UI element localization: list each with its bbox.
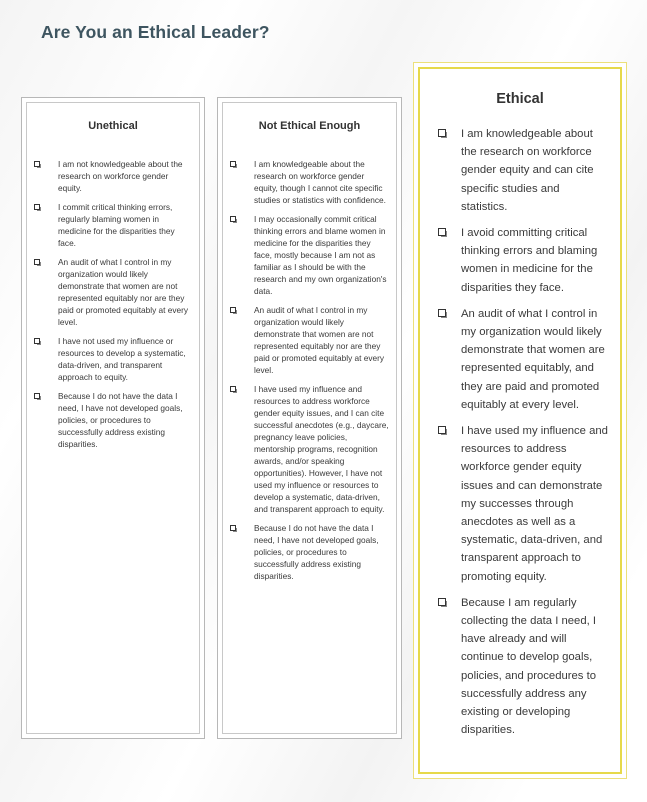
- checkbox-bullet-icon: [230, 307, 236, 313]
- list-item: [22, 335, 204, 383]
- list-item: [218, 158, 401, 206]
- list-item-text: I have not used my influence or resources to develop a systematic, data-driven, and transparent approach to equity.: [58, 336, 186, 382]
- list-item: [414, 422, 626, 586]
- item-list-unethical: [22, 158, 204, 450]
- list-item-text: Because I do not have the data I need, I have not developed goals, policies, or procedures to successfully address existing disparities.: [254, 523, 379, 581]
- list-item: [218, 304, 401, 376]
- column-ethical: [413, 62, 627, 779]
- checkbox-bullet-icon: [438, 598, 446, 606]
- checkbox-bullet-icon: [230, 386, 236, 392]
- list-item-text: I am not knowledgeable about the research on workforce gender equity.: [58, 159, 183, 193]
- list-item-text: I have used my influence and resources to address workforce gender equity issues, and I can cite successful anecdotes (e.g., daycare, pregnancy leave policies, mentorship programs, recognition awards, and/or speaking opportunities). However, I have not used my influence or resources to develop a systematic, data-driven, and transparent approach to equity.: [254, 384, 389, 514]
- list-item: [414, 594, 626, 740]
- list-item-text: I am knowledgeable about the research on workforce gender equity, though I cannot cite specific studies or statistics with confidence.: [254, 159, 386, 205]
- column-heading-not-ethical-enough: Not Ethical Enough: [258, 120, 361, 132]
- column-unethical: [21, 97, 205, 739]
- list-item: [218, 522, 401, 582]
- list-item-text: Because I am regularly collecting the data I need, I have already and will continue to develop goals, policies, and procedures to successfully address any existing or developing disparities.: [461, 596, 597, 737]
- checkbox-bullet-icon: [230, 216, 236, 222]
- list-item-text: I may occasionally commit critical thinking errors and blame women in medicine for the disparities they face, mostly because I am not as familiar as I should be with the research and my own organization's data.: [254, 214, 387, 296]
- list-item-text: I commit critical thinking errors, regularly blaming women in medicine for the disparities they face.: [58, 202, 175, 248]
- checkbox-bullet-icon: [438, 129, 446, 137]
- list-item: [218, 383, 401, 515]
- list-item-text: I avoid committing critical thinking errors and blaming women in medicine for the disparities they face.: [461, 227, 598, 294]
- list-item: [414, 224, 626, 297]
- checkbox-bullet-icon: [230, 161, 236, 167]
- list-item-text: I am knowledgeable about the research on workforce gender equity and can cite specific studies and statistics.: [461, 128, 594, 213]
- checkbox-bullet-icon: [438, 228, 446, 236]
- checkbox-bullet-icon: [438, 426, 446, 434]
- list-item-text: An audit of what I control in my organization would likely demonstrate that women are represented equitably, and they are paid and promoted equitably at every level.: [461, 307, 605, 411]
- list-item-text: An audit of what I control in my organization would likely demonstrate that women are not represented equitably nor are they paid or promoted equitably at every level.: [58, 257, 189, 327]
- checkbox-bullet-icon: [230, 525, 236, 531]
- list-item: [22, 256, 204, 328]
- list-item: [22, 201, 204, 249]
- list-item: [414, 125, 626, 216]
- checkbox-bullet-icon: [438, 309, 446, 317]
- checkbox-bullet-icon: [34, 259, 40, 265]
- checkbox-bullet-icon: [34, 204, 40, 210]
- list-item: [218, 213, 401, 297]
- list-item-text: I have used my influence and resources to address workforce gender equity issues and can demonstrate my successes through anecdotes as well as a systematic, data-driven, and transparent approach to promoting equity.: [461, 425, 608, 583]
- list-item: [22, 158, 204, 194]
- checkbox-bullet-icon: [34, 161, 40, 167]
- list-item: [22, 390, 204, 450]
- column-not-ethical-enough: [217, 97, 402, 739]
- item-list-not-ethical-enough: [218, 158, 401, 582]
- list-item: [414, 305, 626, 414]
- item-list-ethical: [414, 125, 626, 740]
- checkbox-bullet-icon: [34, 393, 40, 399]
- list-item-text: An audit of what I control in my organization would likely demonstrate that women are not represented equitably nor are they paid or promoted equitably at every level.: [254, 305, 385, 375]
- list-item-text: Because I do not have the data I need, I have not developed goals, policies, or procedures to successfully address existing disparities.: [58, 391, 183, 449]
- column-heading-ethical: Ethical: [496, 91, 544, 107]
- checkbox-bullet-icon: [34, 338, 40, 344]
- column-heading-unethical: Unethical: [88, 120, 138, 132]
- page-title: Are You an Ethical Leader?: [41, 22, 270, 42]
